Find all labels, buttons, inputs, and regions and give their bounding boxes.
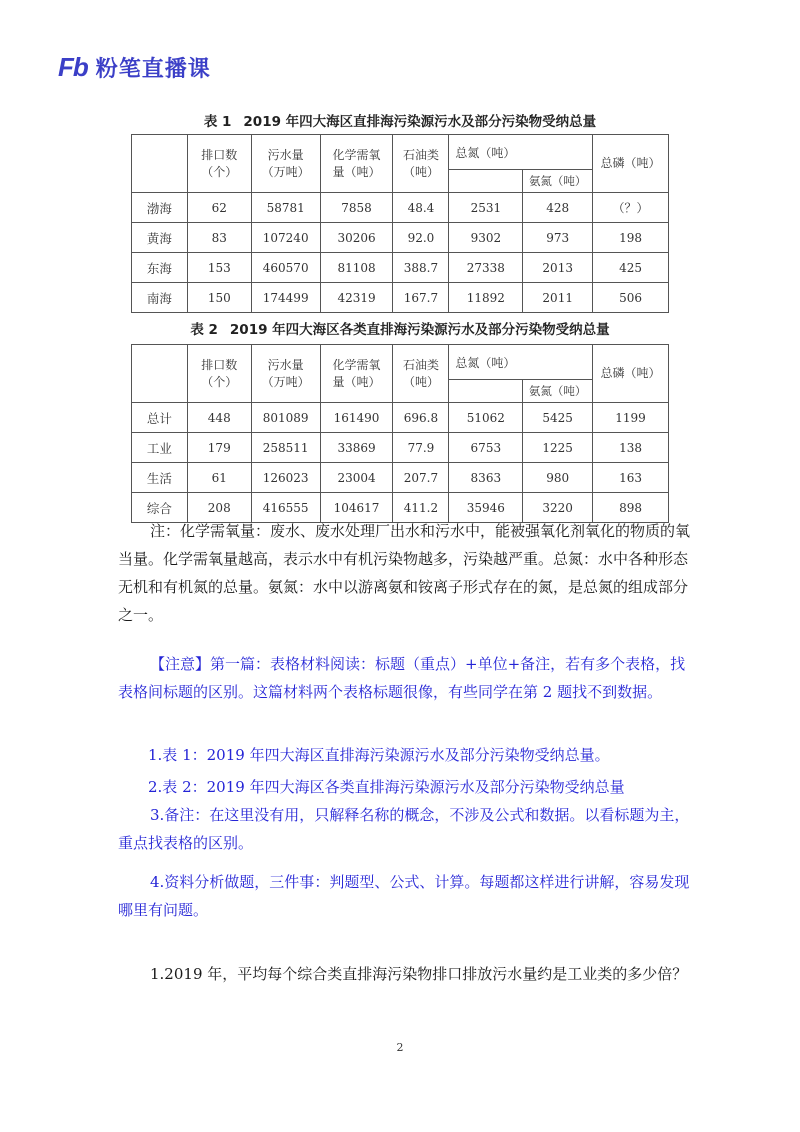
definition-note: 注：化学需氧量：废水、废水处理厂出水和污水中，能被强氧化剂氧化的物质的氧当量。化学需氧量越高，表示水中有机污染物越多，污染越严重。总氮：水中各种形态无机和有机氮的总量。氨氮：水中以游离氨和铵离子形式存在的氮，是总氮的组成部分之一。 xyxy=(118,522,691,624)
table-row: 总计 448 801089 161490 696.8 51062 5425 1199 xyxy=(132,403,669,433)
table-row: 综合 208 416555 104617 411.2 35946 3220 898 xyxy=(132,493,669,523)
table2-number: 表 2 xyxy=(190,322,218,338)
table2-header-sewage: 污水量 （万吨） xyxy=(251,345,320,403)
table-row: 南海 150 174499 42319 167.7 11892 2011 506 xyxy=(132,283,669,313)
table1-header-outlets: 排口数 （个） xyxy=(187,135,251,193)
table1-header-tn: 总氮（吨） xyxy=(449,135,593,170)
tip-item-4: 4.资料分析做题，三件事：判题型、公式、计算。每题都这样进行讲解，容易发现哪里有问题。 xyxy=(118,873,690,919)
table2-caption xyxy=(0,318,800,338)
tip-item-1: 1.表 1：2019 年四大海区直排海污染源污水及部分污染物受纳总量。 xyxy=(148,746,610,764)
table1-header-oil: 石油类 （吨） xyxy=(393,135,449,193)
table-row: 生活 61 126023 23004 207.7 8363 980 163 xyxy=(132,463,669,493)
tip-item-2: 2.表 2：2019 年四大海区各类直排海污染源污水及部分污染物受纳总量 xyxy=(148,778,625,796)
table-row: 黄海 83 107240 30206 92.0 9302 973 198 xyxy=(132,223,669,253)
table2-header-oil: 石油类 （吨） xyxy=(393,345,449,403)
table2-header-tp: 总磷（吨） xyxy=(593,345,669,403)
table2-title: 2019 年四大海区各类直排海污染源污水及部分污染物受纳总量 xyxy=(229,322,610,338)
table-row: 东海 153 460570 81108 388.7 27338 2013 425 xyxy=(132,253,669,283)
table2-header-tn-spacer xyxy=(449,380,523,403)
table1-header-sewage: 污水量 （万吨） xyxy=(251,135,320,193)
logo-text: 粉笔直播课 xyxy=(95,57,211,82)
table2-corner xyxy=(132,345,188,403)
table1-corner xyxy=(132,135,188,193)
table1-caption xyxy=(0,110,800,130)
table1-header-tp: 总磷（吨） xyxy=(593,135,669,193)
table2-header-cod: 化学需氧 量（吨） xyxy=(320,345,393,403)
logo-mark: Fb xyxy=(58,52,88,82)
table1-header-nh: 氨氮（吨） xyxy=(523,170,593,193)
table1-title: 2019 年四大海区直排海污染源污水及部分污染物受纳总量 xyxy=(243,114,597,130)
table-row: 工业 179 258511 33869 77.9 6753 1225 138 xyxy=(132,433,669,463)
page-number: 2 xyxy=(396,1041,404,1054)
table1-number: 表 1 xyxy=(203,114,232,130)
table1-header-tn-spacer xyxy=(449,170,523,193)
table2 xyxy=(131,344,669,523)
table-row: 渤海 62 58781 7858 48.4 2531 428 （？） xyxy=(132,193,669,223)
table1 xyxy=(131,134,669,313)
table1-header-cod: 化学需氧 量（吨） xyxy=(320,135,393,193)
table2-header-outlets: 排口数 （个） xyxy=(187,345,251,403)
brand-logo xyxy=(58,52,211,83)
tip-item-3: 3.备注：在这里没有用，只解释名称的概念，不涉及公式和数据。以看标题为主，重点找表格的区别。 xyxy=(118,806,690,852)
question-1: 1.2019 年，平均每个综合类直排海污染物排口排放污水量约是工业类的多少倍？ xyxy=(150,965,688,983)
tip-intro: 【注意】第一篇：表格材料阅读：标题（重点）+单位+备注，若有多个表格，找表格间标题的区别。这篇材料两个表格标题很像，有些同学在第 2 题找不到数据。 xyxy=(118,655,686,701)
table2-header-nh: 氨氮（吨） xyxy=(523,380,593,403)
table2-header-tn: 总氮（吨） xyxy=(449,345,593,380)
